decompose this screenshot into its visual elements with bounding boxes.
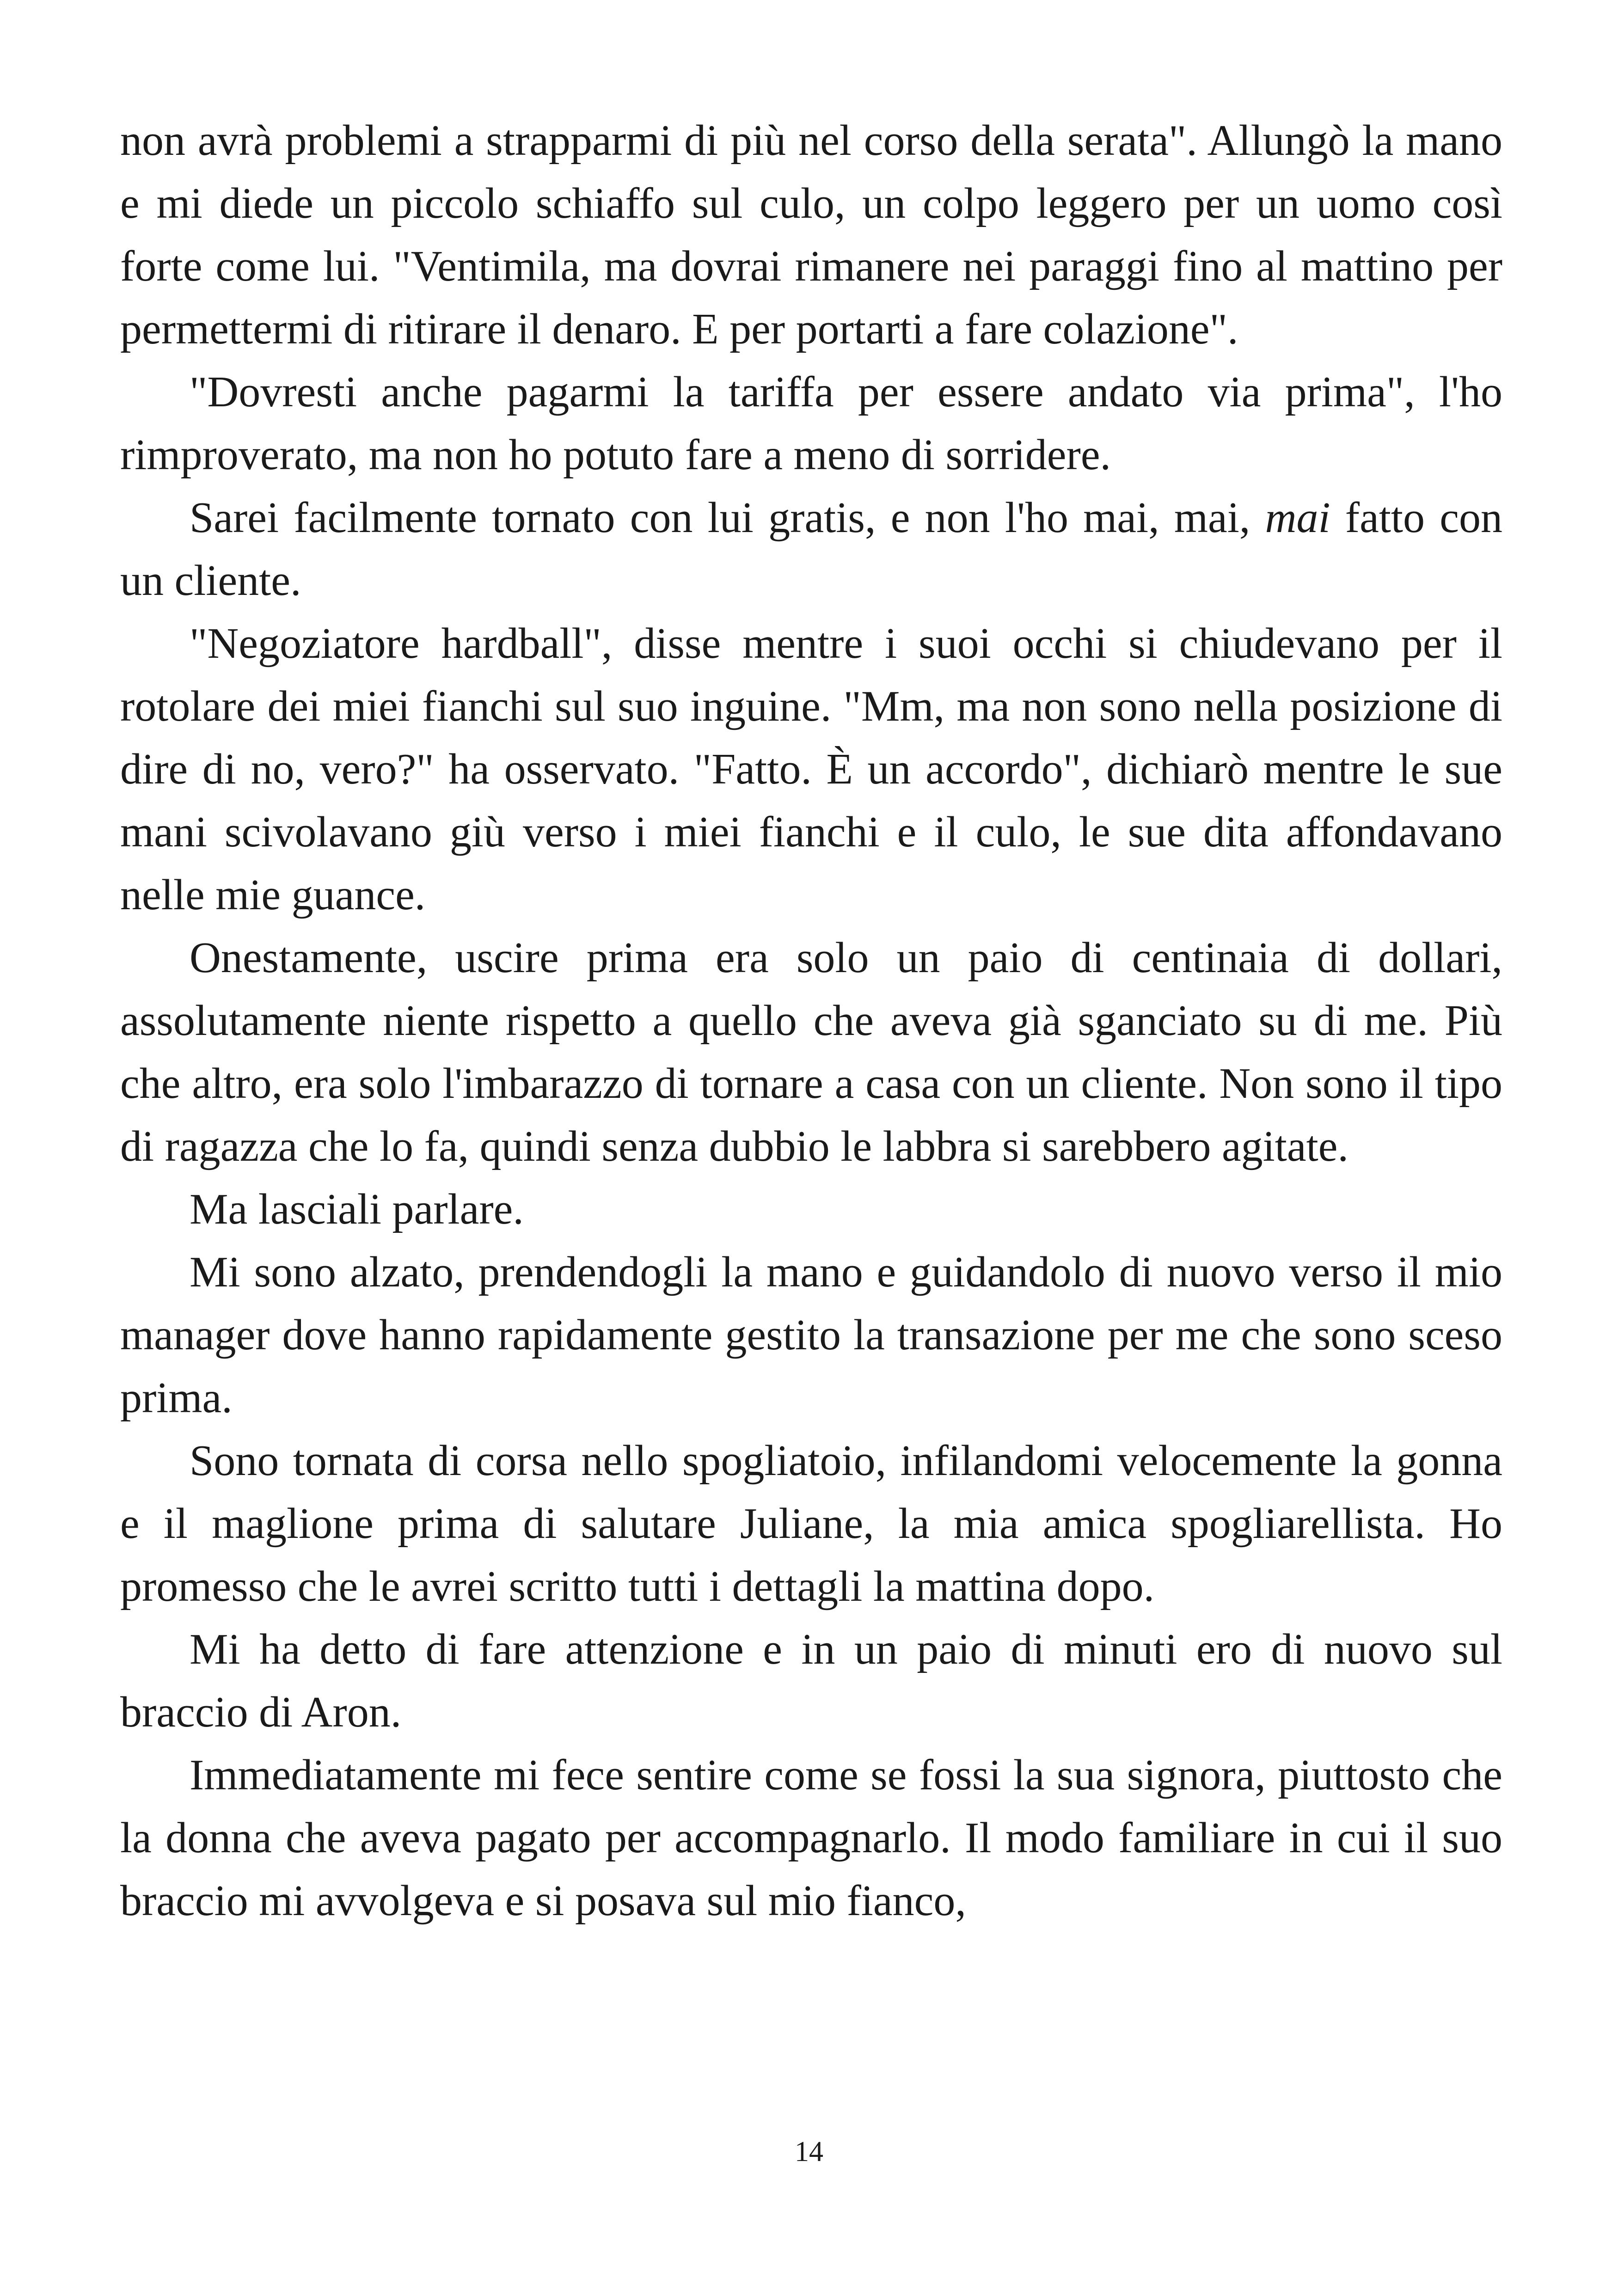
paragraph: Sono tornata di corsa nello spogliatoio, infilandomi velocemente la gonna e il maglione prima di salutare Juliane, la mia amica spogliarellista. Ho promesso che le avrei scritto tutti i dettagli la mattina dopo. — [120, 1437, 1502, 1610]
paragraph: Onestamente, uscire prima era solo un paio di centinaia di dollari, assolutamente niente rispetto a quello che aveva già sganciato su di me. Più che altro, era solo l'imbarazzo di tornare a casa con un cliente. Non sono il tipo di ragazza che lo fa, quindi senza dubbio le labbra si sarebbero agitate. — [120, 934, 1502, 1170]
paragraph: Immediatamente mi fece sentire come se fossi la sua signora, piuttosto che la donna che aveva pagato per accompagnarlo. Il modo familiare in cui il suo braccio mi avvolgeva e si posava sul mio fianco, — [120, 1751, 1502, 1925]
paragraph: Mi ha detto di fare attenzione e in un paio di minuti ero di nuovo sul braccio di Aron. — [120, 1625, 1502, 1736]
paragraph: Mi sono alzato, prendendogli la mano e guidandolo di nuovo verso il mio manager dove hanno rapidamente gestito la transazione per me che sono sceso prima. — [120, 1248, 1502, 1422]
italic-emphasis: mai — [1265, 494, 1330, 542]
paragraph-text: fatto con un cliente. — [120, 494, 1503, 605]
page-number: 14 — [795, 2136, 823, 2167]
paragraph-text: Sarei facilmente tornato con lui gratis, e non l'ho mai, mai, — [190, 494, 1265, 542]
paragraph: "Dovresti anche pagarmi la tariffa per essere andato via prima", l'ho rimproverato, ma non ho potuto fare a meno di sorridere. — [120, 368, 1502, 479]
body-text — [120, 109, 1502, 1932]
paragraph — [120, 486, 1502, 612]
paragraph: "Negoziatore hardball", disse mentre i suoi occhi si chiudevano per il rotolare dei miei fianchi sul suo inguine. "Mm, ma non sono nella posizione di dire di no, vero?" ha osservato. "Fatto. È un accordo", dichiarò mentre le sue mani scivolavano giù verso i miei fianchi e il culo, le sue dita affondavano nelle mie guance. — [120, 619, 1502, 919]
paragraph-continuation: non avrà problemi a strapparmi di più nel corso della serata". Allungò la mano e mi diede un piccolo schiaffo sul culo, un colpo leggero per un uomo così forte come lui. "Ventimila, ma dovrai rimanere nei paraggi fino al mattino per permettermi di ritirare il denaro. E per portarti a fare colazione". — [120, 116, 1502, 353]
paragraph: Ma lasciali parlare. — [190, 1185, 524, 1233]
